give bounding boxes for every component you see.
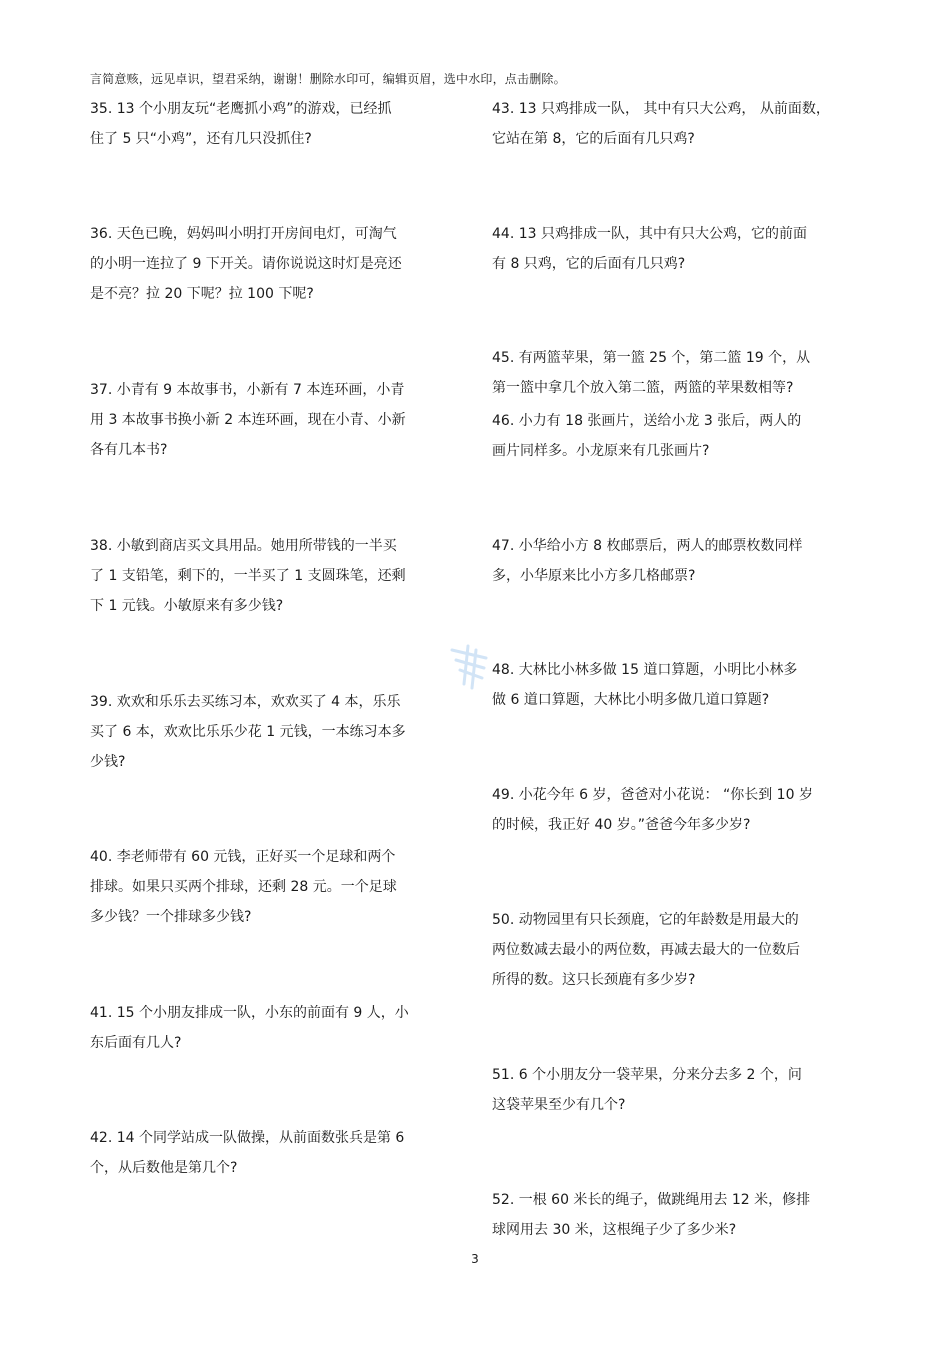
question-line: 44. 13 只鸡排成一队，其中有只大公鸡，它的前面 xyxy=(492,226,807,242)
question-line: 有 8 只鸡，它的后面有几只鸡? xyxy=(492,256,686,272)
question-line: 多少钱？一个排球多少钱? xyxy=(90,909,252,925)
question-52 xyxy=(492,1185,810,1245)
question-37 xyxy=(90,375,406,465)
question-line: 的小明一连拉了 9 下开关。请你说说这时灯是亮还 xyxy=(90,256,402,272)
question-49 xyxy=(492,780,813,840)
question-line: 两位数减去最小的两位数，再减去最大的一位数后 xyxy=(492,942,800,958)
question-line: 做 6 道口算题，大林比小明多做几道口算题? xyxy=(492,692,770,708)
question-46 xyxy=(492,406,801,466)
question-line: 第一篮中拿几个放入第二篮，两篮的苹果数相等? xyxy=(492,380,794,396)
question-line: 用 3 本故事书换小新 2 本连环画，现在小青、小新 xyxy=(90,412,406,428)
page-number: 3 xyxy=(471,1252,479,1266)
question-line: 41. 15 个小朋友排成一队，小东的前面有 9 人，小 xyxy=(90,1005,409,1021)
question-line: 40. 李老师带有 60 元钱，正好买一个足球和两个 xyxy=(90,849,396,865)
question-39 xyxy=(90,687,406,777)
question-line: 36. 天色已晚，妈妈叫小明打开房间电灯，可淘气 xyxy=(90,226,397,242)
question-line: 下 1 元钱。小敏原来有多少钱? xyxy=(90,598,284,614)
question-line: 球网用去 30 米，这根绳子少了多少米? xyxy=(492,1222,737,1238)
question-line: 是不亮？拉 20 下呢？拉 100 下呢? xyxy=(90,286,314,302)
question-line: 47. 小华给小方 8 枚邮票后，两人的邮票枚数同样 xyxy=(492,538,803,554)
question-line: 画片同样多。小龙原来有几张画片? xyxy=(492,443,710,459)
question-line: 50. 动物园里有只长颈鹿，它的年龄数是用最大的 xyxy=(492,912,799,928)
watermark-icon xyxy=(446,640,494,692)
question-36 xyxy=(90,219,402,309)
question-line: 买了 6 本，欢欢比乐乐少花 1 元钱，一本练习本多 xyxy=(90,724,406,740)
question-line: 35. 13 个小朋友玩“老鹰抓小鸡”的游戏，已经抓 xyxy=(90,101,392,117)
question-line: 这袋苹果至少有几个? xyxy=(492,1097,626,1113)
question-48 xyxy=(492,655,797,715)
question-line: 42. 14 个同学站成一队做操，从前面数张兵是第 6 xyxy=(90,1130,405,1146)
question-line: 37. 小青有 9 本故事书，小新有 7 本连环画，小青 xyxy=(90,382,405,398)
question-41 xyxy=(90,998,409,1058)
question-line: 东后面有几人? xyxy=(90,1035,182,1051)
question-line: 所得的数。这只长颈鹿有多少岁? xyxy=(492,972,696,988)
question-42 xyxy=(90,1123,404,1183)
question-43 xyxy=(492,94,830,154)
question-line: 各有几本书? xyxy=(90,442,168,458)
question-line: 52. 一根 60 米长的绳子，做跳绳用去 12 米，修排 xyxy=(492,1192,811,1208)
question-38 xyxy=(90,531,406,621)
question-line: 排球。如果只买两个排球，还剩 28 元。一个足球 xyxy=(90,879,397,895)
question-47 xyxy=(492,531,803,591)
question-line: 了 1 支铅笔，剩下的，一半买了 1 支圆珠笔，还剩 xyxy=(90,568,406,584)
question-line: 少钱? xyxy=(90,754,126,770)
question-44 xyxy=(492,219,807,279)
header-note: 言简意赅，远见卓识，望君采纳，谢谢！删除水印可，编辑页眉，选中水印，点击删除。 xyxy=(90,72,566,86)
question-45 xyxy=(492,343,810,403)
question-line: 多，小华原来比小方多几格邮票? xyxy=(492,568,696,584)
question-line: 45. 有两篮苹果，第一篮 25 个，第二篮 19 个，从 xyxy=(492,350,811,366)
question-line: 48. 大林比小林多做 15 道口算题，小明比小林多 xyxy=(492,662,798,678)
question-line: 43. 13 只鸡排成一队， 其中有只大公鸡， 从前面数， xyxy=(492,101,830,117)
question-35 xyxy=(90,94,391,154)
question-51 xyxy=(492,1060,802,1120)
question-40 xyxy=(90,842,397,932)
question-line: 38. 小敏到商店买文具用品。她用所带钱的一半买 xyxy=(90,538,397,554)
question-50 xyxy=(492,905,800,995)
question-line: 49. 小花今年 6 岁，爸爸对小花说： “你长到 10 岁 xyxy=(492,787,813,803)
question-line: 个，从后数他是第几个? xyxy=(90,1160,238,1176)
question-line: 39. 欢欢和乐乐去买练习本，欢欢买了 4 本，乐乐 xyxy=(90,694,401,710)
question-line: 它站在第 8，它的后面有几只鸡? xyxy=(492,131,695,147)
question-line: 51. 6 个小朋友分一袋苹果，分来分去多 2 个，问 xyxy=(492,1067,802,1083)
question-line: 46. 小力有 18 张画片，送给小龙 3 张后，两人的 xyxy=(492,413,802,429)
question-line: 的时候，我正好 40 岁。”爸爸今年多少岁? xyxy=(492,817,751,833)
question-line: 住了 5 只“小鸡”，还有几只没抓住? xyxy=(90,131,312,147)
